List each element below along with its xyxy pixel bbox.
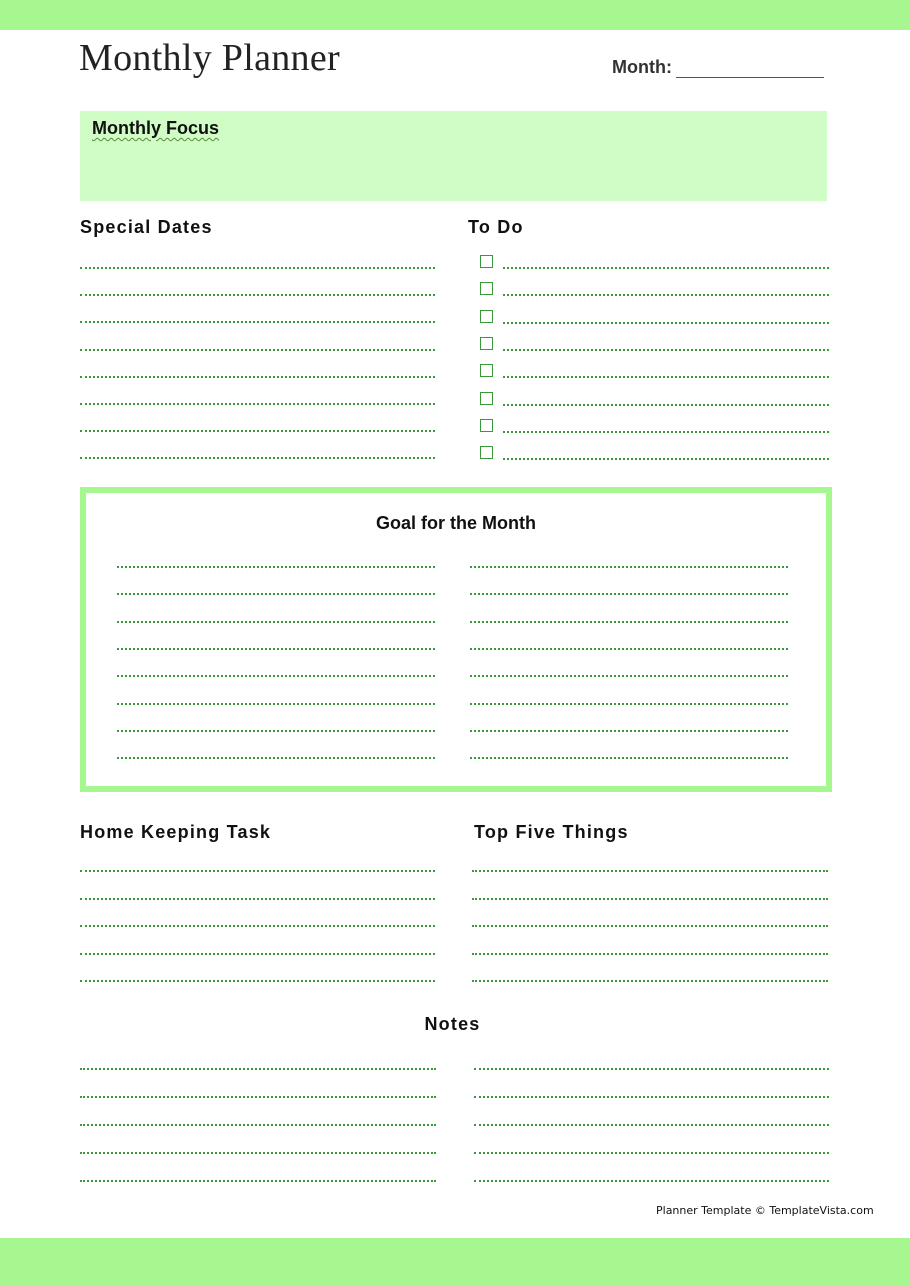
todo-line[interactable] xyxy=(503,349,829,351)
goal-line-right[interactable] xyxy=(470,566,788,568)
special-date-line[interactable] xyxy=(80,321,435,323)
top-five-line[interactable] xyxy=(472,953,828,955)
goal-line-right[interactable] xyxy=(470,648,788,650)
notes-line-left[interactable] xyxy=(80,1180,436,1182)
home-keeping-line[interactable] xyxy=(80,980,435,982)
checkbox[interactable] xyxy=(480,446,493,459)
goal-line-right[interactable] xyxy=(470,703,788,705)
page-title: Monthly Planner xyxy=(79,37,340,79)
notes-line-left[interactable] xyxy=(80,1096,436,1098)
notes-line-left[interactable] xyxy=(80,1068,436,1070)
top-five-line[interactable] xyxy=(472,870,828,872)
goal-line-left[interactable] xyxy=(117,703,435,705)
todo-line[interactable] xyxy=(503,267,829,269)
notes-line-left[interactable] xyxy=(80,1124,436,1126)
monthly-focus-label: Monthly Focus xyxy=(92,118,219,138)
home-keeping-line[interactable] xyxy=(80,953,435,955)
special-date-line[interactable] xyxy=(80,267,435,269)
goal-line-left[interactable] xyxy=(117,757,435,759)
home-keeping-line[interactable] xyxy=(80,898,435,900)
special-date-line[interactable] xyxy=(80,457,435,459)
notes-heading: Notes xyxy=(424,1014,481,1034)
special-date-line[interactable] xyxy=(80,403,435,405)
month-input-line[interactable] xyxy=(676,59,824,78)
goal-line-left[interactable] xyxy=(117,593,435,595)
goal-line-left[interactable] xyxy=(117,648,435,650)
special-dates-heading: Special Dates xyxy=(80,217,213,237)
checkbox[interactable] xyxy=(480,419,493,432)
special-date-line[interactable] xyxy=(80,294,435,296)
notes-line-right[interactable] xyxy=(474,1096,829,1098)
goal-line-right[interactable] xyxy=(470,593,788,595)
home-keeping-line[interactable] xyxy=(80,870,435,872)
special-date-line[interactable] xyxy=(80,376,435,378)
checkbox[interactable] xyxy=(480,392,493,405)
todo-line[interactable] xyxy=(503,322,829,324)
goal-line-left[interactable] xyxy=(117,675,435,677)
special-date-line[interactable] xyxy=(80,349,435,351)
goal-line-right[interactable] xyxy=(470,675,788,677)
todo-line[interactable] xyxy=(503,294,829,296)
goal-heading: Goal for the Month xyxy=(376,513,536,533)
notes-line-left[interactable] xyxy=(80,1152,436,1154)
top-color-band xyxy=(0,0,910,30)
home-keeping-line[interactable] xyxy=(80,925,435,927)
home-keeping-heading: Home Keeping Task xyxy=(80,822,272,842)
checkbox[interactable] xyxy=(480,282,493,295)
notes-line-right[interactable] xyxy=(474,1068,829,1070)
goal-for-month-box xyxy=(80,487,832,792)
month-label: Month: xyxy=(612,57,672,77)
checkbox[interactable] xyxy=(480,255,493,268)
goal-line-left[interactable] xyxy=(117,621,435,623)
monthly-focus-box[interactable] xyxy=(80,111,827,201)
todo-line[interactable] xyxy=(503,431,829,433)
special-date-line[interactable] xyxy=(80,430,435,432)
footer-credit: Planner Template © TemplateVista.com xyxy=(656,1204,874,1217)
top-five-line[interactable] xyxy=(472,898,828,900)
todo-line[interactable] xyxy=(503,458,829,460)
top-five-heading: Top Five Things xyxy=(474,822,629,842)
top-five-line[interactable] xyxy=(472,925,828,927)
checkbox[interactable] xyxy=(480,337,493,350)
month-field xyxy=(612,57,824,78)
top-five-line[interactable] xyxy=(472,980,828,982)
goal-line-left[interactable] xyxy=(117,566,435,568)
notes-line-right[interactable] xyxy=(474,1152,829,1154)
notes-line-right[interactable] xyxy=(474,1180,829,1182)
notes-line-right[interactable] xyxy=(474,1124,829,1126)
todo-line[interactable] xyxy=(503,404,829,406)
checkbox[interactable] xyxy=(480,364,493,377)
goal-line-right[interactable] xyxy=(470,621,788,623)
goal-line-left[interactable] xyxy=(117,730,435,732)
todo-heading: To Do xyxy=(468,217,524,237)
bottom-color-band xyxy=(0,1238,910,1286)
goal-line-right[interactable] xyxy=(470,730,788,732)
checkbox[interactable] xyxy=(480,310,493,323)
goal-line-right[interactable] xyxy=(470,757,788,759)
todo-line[interactable] xyxy=(503,376,829,378)
